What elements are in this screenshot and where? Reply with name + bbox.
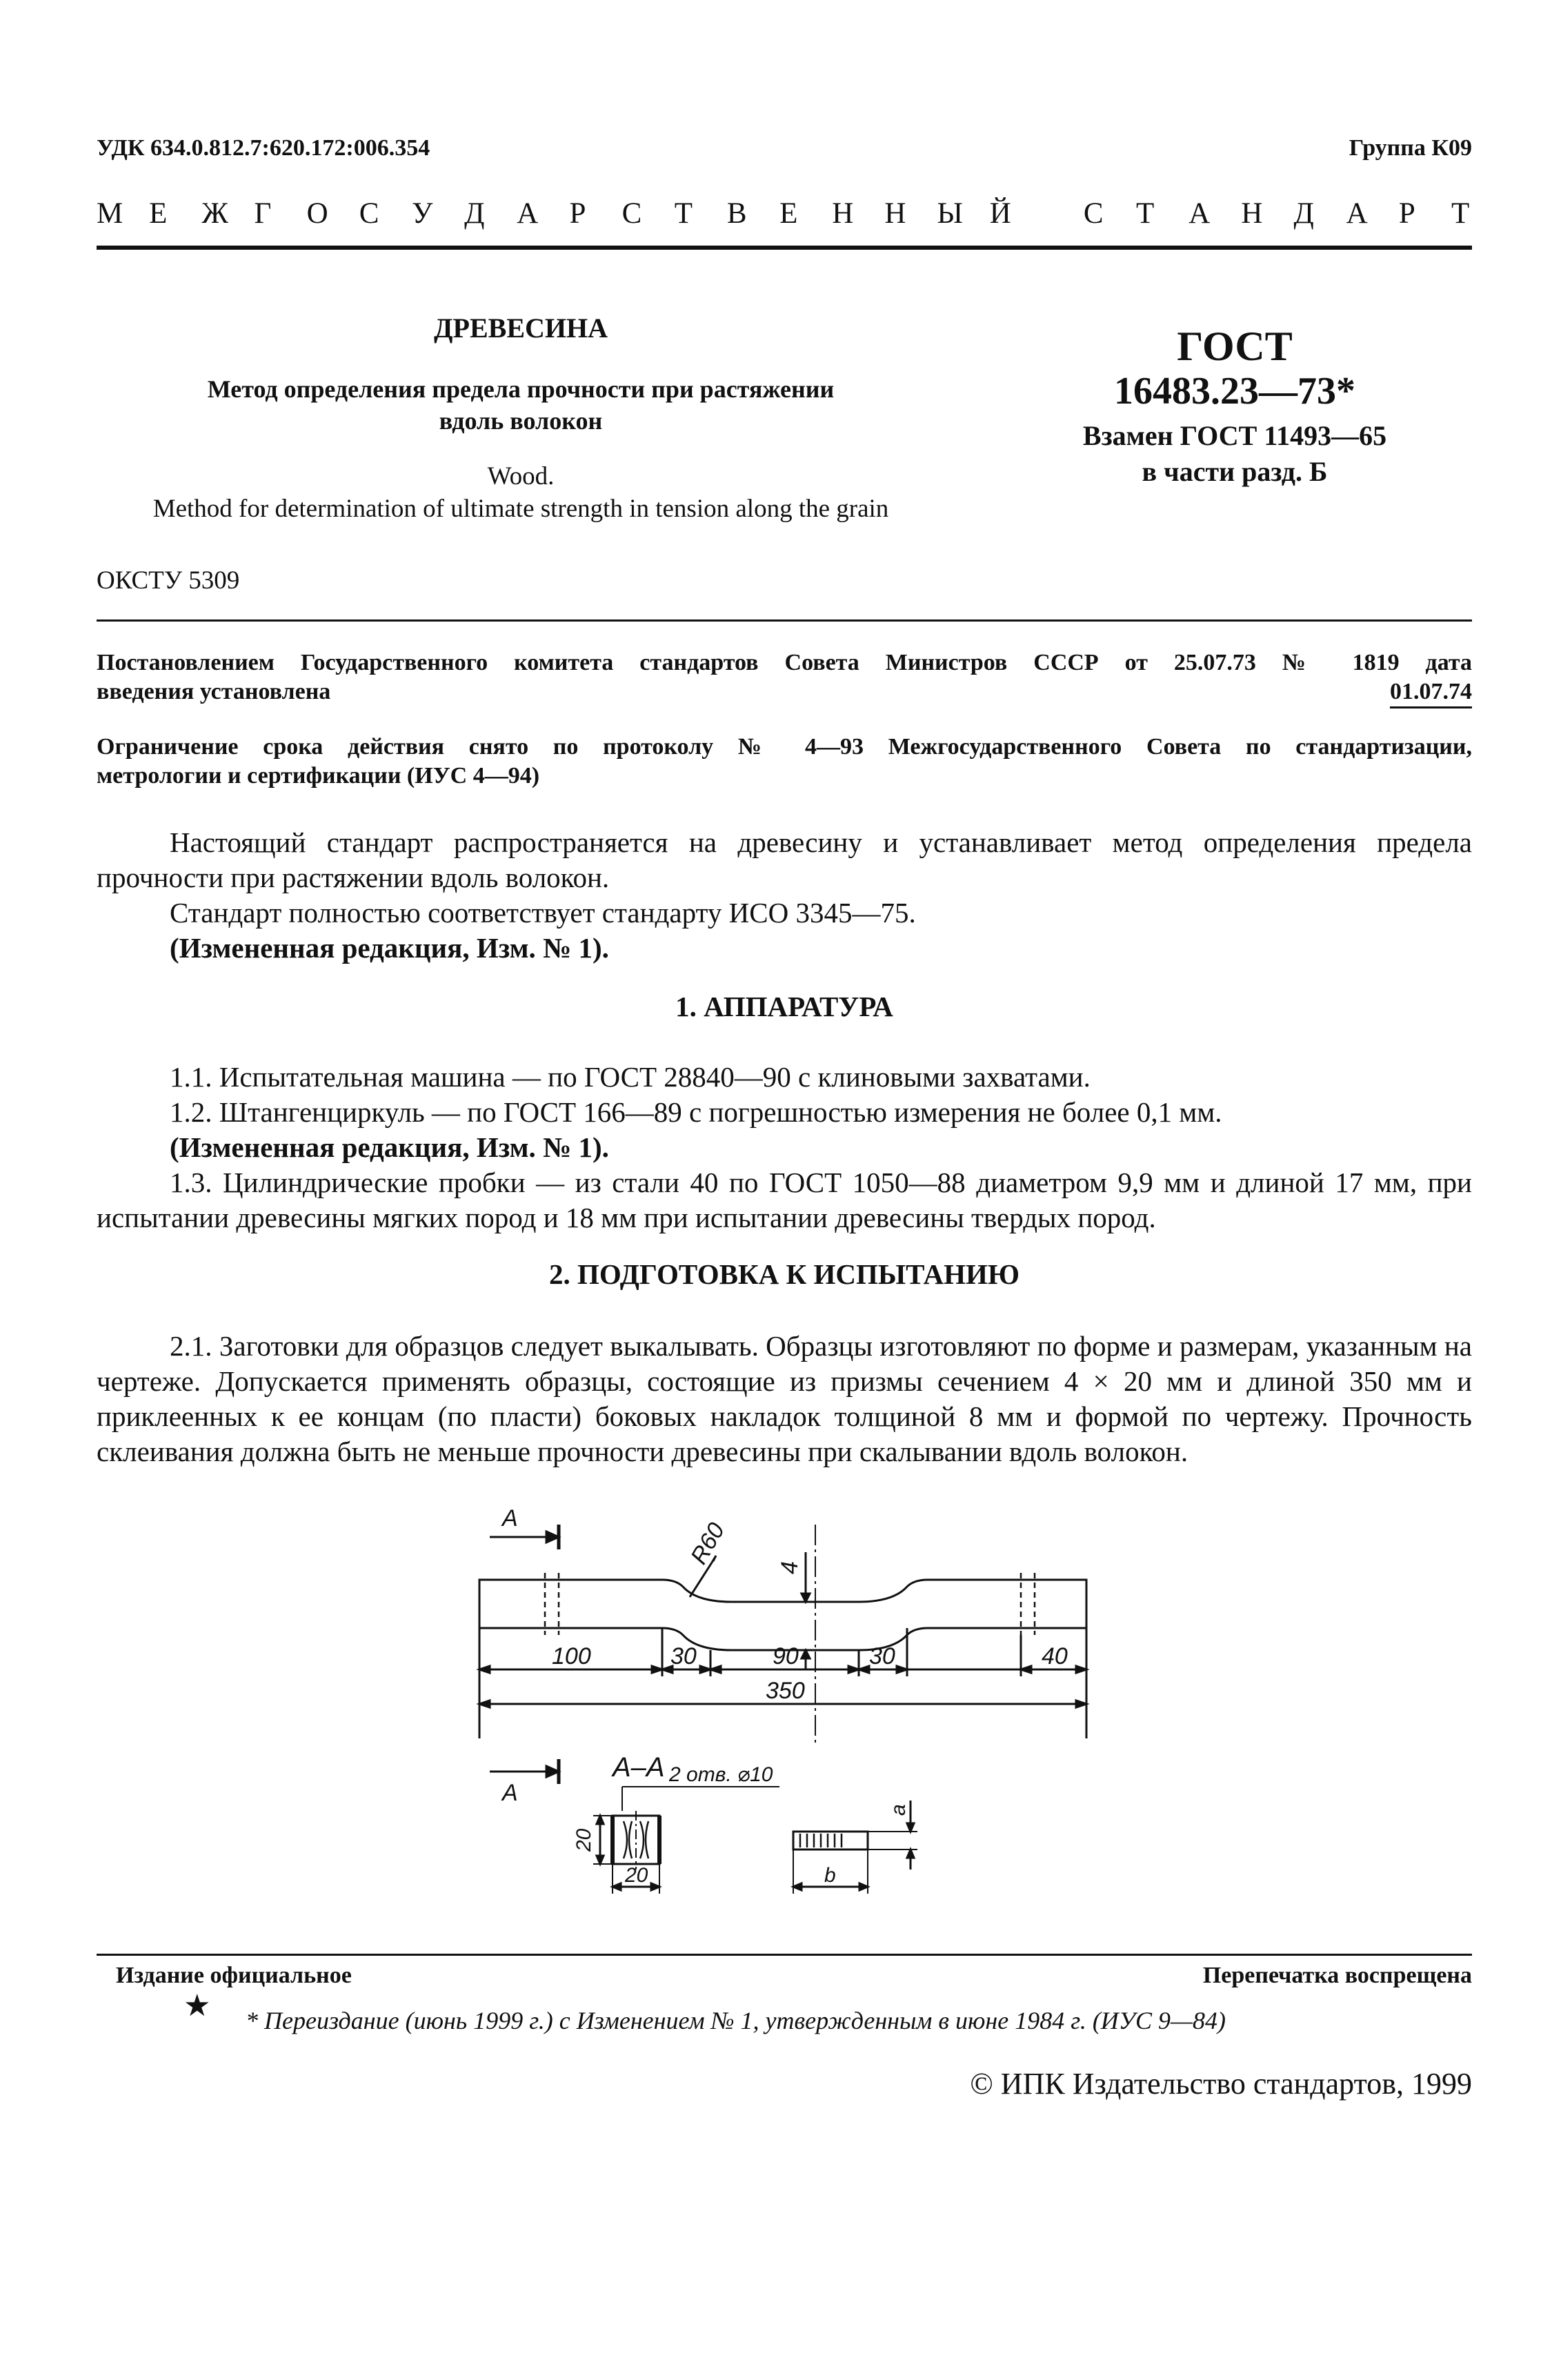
standard-letter: Т (1136, 197, 1155, 230)
dim-30-right: 30 (869, 1643, 895, 1669)
intro-amendment-note: (Измененная редакция, Изм. № 1). (170, 932, 609, 964)
section-2-heading: 2. ПОДГОТОВКА К ИСПЫТАНИЮ (548, 1258, 1020, 1290)
dim-100: 100 (552, 1643, 591, 1669)
standard-letter: Е (779, 197, 798, 230)
standard-letter: А (517, 197, 539, 230)
standard-letter: Ж (201, 197, 228, 230)
standard-letter: Т (674, 197, 693, 230)
standard-letter: Ы (937, 197, 964, 230)
okstu-code: ОКСТУ 5309 (97, 566, 240, 595)
gost-number: 16483.23—73* (1114, 370, 1355, 413)
standard-letter: Е (149, 197, 168, 230)
standard-letter: Т (1451, 197, 1470, 230)
dim-30-left: 30 (670, 1643, 697, 1669)
item-1-3: 1.3. Цилиндрические пробки — из стали 40 по ГОСТ 1050—88 диаметром 9,9 мм и длиной 17 мм, при испытании древесины мягких пород и 18 мм при испытании древесины твердых пород. (97, 1167, 1472, 1233)
group-code: Группа К09 (1349, 135, 1472, 161)
specimen-drawing (455, 1497, 1117, 1925)
section-mark-top: A (502, 1505, 518, 1531)
section-1-heading: 1. АППАРАТУРА (675, 991, 893, 1022)
copyright: © ИПК Издательство стандартов, 1999 (970, 2067, 1472, 2101)
dim-b: b (824, 1864, 836, 1887)
standard-letter: Й (989, 197, 1011, 230)
footer-rule (97, 1954, 1472, 1956)
decree-date: 01.07.74 (1390, 677, 1472, 708)
intro-iso: Стандарт полностью соответствует стандарту ИСО 3345—75. (170, 897, 916, 929)
document-subtitle: Метод определения предела прочности при растяжении вдоль волокон (207, 375, 835, 435)
dim-350: 350 (766, 1678, 805, 1704)
standard-letter: Д (464, 197, 485, 230)
standard-letter: Р (1398, 197, 1415, 230)
official-edition: Издание официальное (116, 1963, 352, 1988)
standard-letter: В (726, 197, 747, 230)
section-title: A–A (613, 1752, 665, 1783)
standard-letter: Н (884, 197, 906, 230)
standard-letter: А (1188, 197, 1211, 230)
item-2-1: 2.1. Заготовки для образцов следует выкалывать. Образцы изготовляют по форме и размерам, указанным на чертеже. Допускается применять образцы, состоящие из призмы сечением 4 × 20 мм и длиной 350 мм и приклеенных к ее концам (по пласти) боковых накладок толщиной 8 мм и формой по чертежу. Прочность склеивания должна быть не меньше прочности древесины при скалывании вдоль волокон. (97, 1330, 1472, 1467)
decree-text: Постановлением Государственного комитета стандартов Совета Министров СССР от 25.07.73 № 1819 дата введения установлена 01.07.74 (97, 648, 1472, 706)
udk-code: УДК 634.0.812.7:620.172:006.354 (97, 135, 430, 161)
standard-letter: С (359, 197, 379, 230)
standard-letter: Н (832, 197, 854, 230)
standard-letter: С (621, 197, 642, 230)
gost-part: в части разд. Б (1142, 456, 1328, 487)
dim-40: 40 (1042, 1643, 1068, 1669)
standard-letter: Н (1241, 197, 1263, 230)
item-1-2-note: (Измененная редакция, Изм. № 1). (170, 1131, 609, 1163)
dim-90: 90 (773, 1643, 799, 1669)
standard-letter: А (1346, 197, 1368, 230)
specimen-outline (479, 1580, 1086, 1650)
section-mark-bottom: A (502, 1780, 518, 1806)
limit-text: Ограничение срока действия снято по протоколу № 4—93 Межгосударственного Совета по стандартизации, метрологии и сертификации (ИУС 4—94) (97, 734, 1472, 789)
dim-a: a (887, 1804, 910, 1816)
standard-letter: М (97, 197, 123, 230)
gost-label: ГОСТ (1177, 324, 1293, 369)
reprint-prohibited: Перепечатка воспрещена (1202, 1963, 1472, 1988)
holes-label: 2 отв. ⌀10 (669, 1763, 773, 1786)
document-title: ДРЕВЕСИНА (434, 313, 608, 344)
gost-designation (1007, 324, 1462, 490)
section-arrow-top-head (546, 1531, 559, 1543)
standard-letter: Д (1293, 197, 1314, 230)
reissue-note: * Переиздание (июнь 1999 г.) с Изменением № 1, утвержденным в июне 1984 г. (ИУС 9—84) (246, 2007, 1226, 2034)
item-1-2: 1.2. Штангенциркуль — по ГОСТ 166—89 с погрешностью измерения не более 0,1 мм. (170, 1096, 1222, 1128)
star-icon: ★ (183, 1989, 211, 2023)
title-rule (97, 619, 1472, 622)
standard-letter: Г (254, 197, 272, 230)
intro-paragraph: Настоящий стандарт распространяется на древесину и устанавливает метод определения предела прочности при растяжении вдоль волокон. (97, 826, 1472, 893)
cross-section-b (793, 1832, 868, 1850)
gost-replaces: Взамен ГОСТ 11493—65 (1082, 420, 1387, 451)
standard-letter: О (306, 197, 328, 230)
header-rule (97, 246, 1472, 250)
title-block (97, 312, 945, 525)
standard-letter: С (1083, 197, 1104, 230)
dim-20-vertical: 20 (573, 1828, 595, 1852)
radius-label: R60 (686, 1518, 730, 1569)
item-1-1: 1.1. Испытательная машина — по ГОСТ 28840—90 с клиновыми захватами. (170, 1061, 1091, 1093)
header-row (97, 135, 1472, 170)
standard-letter: Р (569, 197, 586, 230)
english-title: Wood. Method for determination of ultimate strength in tension along the grain (152, 462, 889, 523)
standard-letter: У (411, 197, 433, 230)
dim-20-horizontal: 20 (625, 1864, 648, 1887)
thickness-label: 4 (777, 1561, 803, 1574)
